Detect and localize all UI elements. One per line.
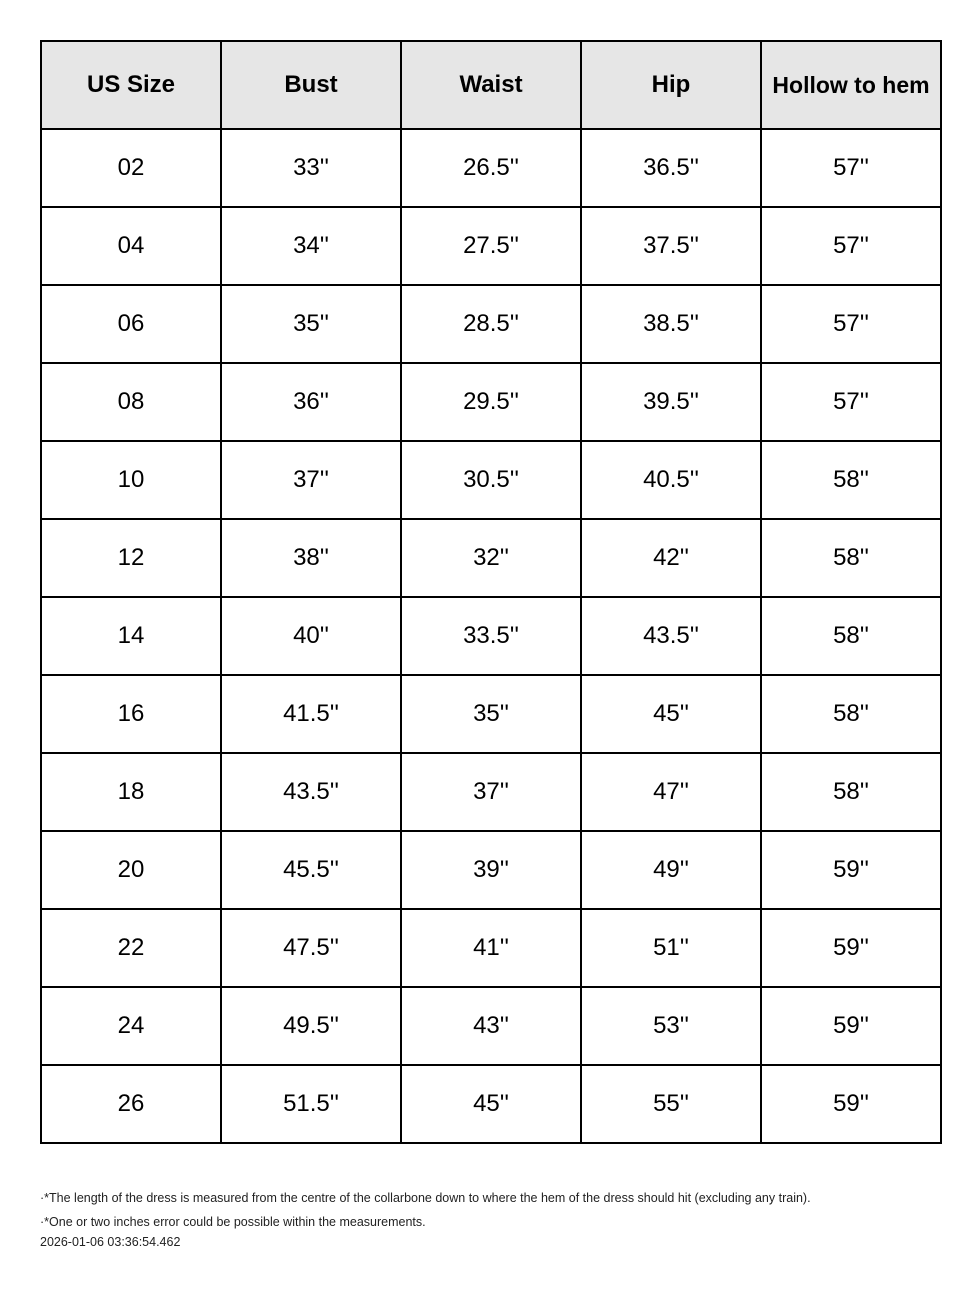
cell-bust: 51.5'' bbox=[221, 1065, 401, 1143]
cell-hip: 45'' bbox=[581, 675, 761, 753]
header-waist: Waist bbox=[401, 41, 581, 129]
cell-hip: 36.5'' bbox=[581, 129, 761, 207]
cell-bust: 43.5'' bbox=[221, 753, 401, 831]
size-chart-body bbox=[41, 129, 941, 1143]
cell-bust: 41.5'' bbox=[221, 675, 401, 753]
cell-waist: 29.5'' bbox=[401, 363, 581, 441]
cell-hip: 51'' bbox=[581, 909, 761, 987]
cell-us-size: 08 bbox=[41, 363, 221, 441]
cell-us-size: 04 bbox=[41, 207, 221, 285]
header-hollow-to-hem: Hollow to hem bbox=[761, 41, 941, 129]
cell-waist: 33.5'' bbox=[401, 597, 581, 675]
size-chart-table bbox=[40, 40, 942, 1144]
cell-us-size: 16 bbox=[41, 675, 221, 753]
table-row bbox=[41, 831, 941, 909]
cell-hollow-to-hem: 58'' bbox=[761, 597, 941, 675]
table-row bbox=[41, 675, 941, 753]
cell-bust: 34'' bbox=[221, 207, 401, 285]
cell-waist: 35'' bbox=[401, 675, 581, 753]
cell-waist: 45'' bbox=[401, 1065, 581, 1143]
cell-waist: 43'' bbox=[401, 987, 581, 1065]
cell-waist: 41'' bbox=[401, 909, 581, 987]
cell-waist: 27.5'' bbox=[401, 207, 581, 285]
cell-us-size: 12 bbox=[41, 519, 221, 597]
cell-hollow-to-hem: 59'' bbox=[761, 909, 941, 987]
cell-bust: 49.5'' bbox=[221, 987, 401, 1065]
cell-hip: 47'' bbox=[581, 753, 761, 831]
cell-us-size: 20 bbox=[41, 831, 221, 909]
table-row bbox=[41, 129, 941, 207]
footnote-dress-length: ·*The length of the dress is measured from the centre of the collarbone down to where the hem of the dress should hit (excluding any train). bbox=[40, 1191, 811, 1205]
table-row bbox=[41, 441, 941, 519]
size-chart-header bbox=[41, 41, 941, 129]
table-row bbox=[41, 519, 941, 597]
cell-hip: 38.5'' bbox=[581, 285, 761, 363]
cell-bust: 45.5'' bbox=[221, 831, 401, 909]
cell-waist: 37'' bbox=[401, 753, 581, 831]
cell-hollow-to-hem: 57'' bbox=[761, 363, 941, 441]
cell-waist: 32'' bbox=[401, 519, 581, 597]
header-bust: Bust bbox=[221, 41, 401, 129]
table-row bbox=[41, 1065, 941, 1143]
cell-hollow-to-hem: 57'' bbox=[761, 207, 941, 285]
table-row bbox=[41, 285, 941, 363]
table-row bbox=[41, 987, 941, 1065]
table-row bbox=[41, 909, 941, 987]
generated-timestamp: 2026-01-06 03:36:54.462 bbox=[40, 1235, 181, 1249]
cell-hollow-to-hem: 58'' bbox=[761, 519, 941, 597]
cell-hip: 37.5'' bbox=[581, 207, 761, 285]
cell-waist: 26.5'' bbox=[401, 129, 581, 207]
cell-hollow-to-hem: 57'' bbox=[761, 285, 941, 363]
cell-hollow-to-hem: 59'' bbox=[761, 987, 941, 1065]
cell-us-size: 26 bbox=[41, 1065, 221, 1143]
cell-us-size: 02 bbox=[41, 129, 221, 207]
cell-hollow-to-hem: 57'' bbox=[761, 129, 941, 207]
cell-us-size: 18 bbox=[41, 753, 221, 831]
cell-us-size: 10 bbox=[41, 441, 221, 519]
cell-hip: 42'' bbox=[581, 519, 761, 597]
header-us-size: US Size bbox=[41, 41, 221, 129]
cell-hollow-to-hem: 59'' bbox=[761, 1065, 941, 1143]
cell-us-size: 22 bbox=[41, 909, 221, 987]
header-hip: Hip bbox=[581, 41, 761, 129]
cell-bust: 36'' bbox=[221, 363, 401, 441]
cell-hip: 49'' bbox=[581, 831, 761, 909]
cell-hollow-to-hem: 58'' bbox=[761, 675, 941, 753]
cell-us-size: 24 bbox=[41, 987, 221, 1065]
cell-waist: 39'' bbox=[401, 831, 581, 909]
cell-hollow-to-hem: 58'' bbox=[761, 753, 941, 831]
cell-hip: 43.5'' bbox=[581, 597, 761, 675]
cell-bust: 38'' bbox=[221, 519, 401, 597]
cell-us-size: 14 bbox=[41, 597, 221, 675]
cell-hip: 55'' bbox=[581, 1065, 761, 1143]
cell-waist: 30.5'' bbox=[401, 441, 581, 519]
cell-hip: 40.5'' bbox=[581, 441, 761, 519]
cell-us-size: 06 bbox=[41, 285, 221, 363]
cell-bust: 35'' bbox=[221, 285, 401, 363]
cell-hollow-to-hem: 58'' bbox=[761, 441, 941, 519]
table-row bbox=[41, 363, 941, 441]
cell-waist: 28.5'' bbox=[401, 285, 581, 363]
cell-hip: 39.5'' bbox=[581, 363, 761, 441]
footnotes bbox=[40, 1186, 960, 1234]
cell-bust: 47.5'' bbox=[221, 909, 401, 987]
header-row bbox=[41, 41, 941, 129]
cell-bust: 33'' bbox=[221, 129, 401, 207]
cell-bust: 37'' bbox=[221, 441, 401, 519]
table-row bbox=[41, 753, 941, 831]
table-row bbox=[41, 597, 941, 675]
cell-hip: 53'' bbox=[581, 987, 761, 1065]
table-row bbox=[41, 207, 941, 285]
cell-bust: 40'' bbox=[221, 597, 401, 675]
footnote-measurement-error: ·*One or two inches error could be possible within the measurements. bbox=[40, 1215, 426, 1229]
cell-hollow-to-hem: 59'' bbox=[761, 831, 941, 909]
